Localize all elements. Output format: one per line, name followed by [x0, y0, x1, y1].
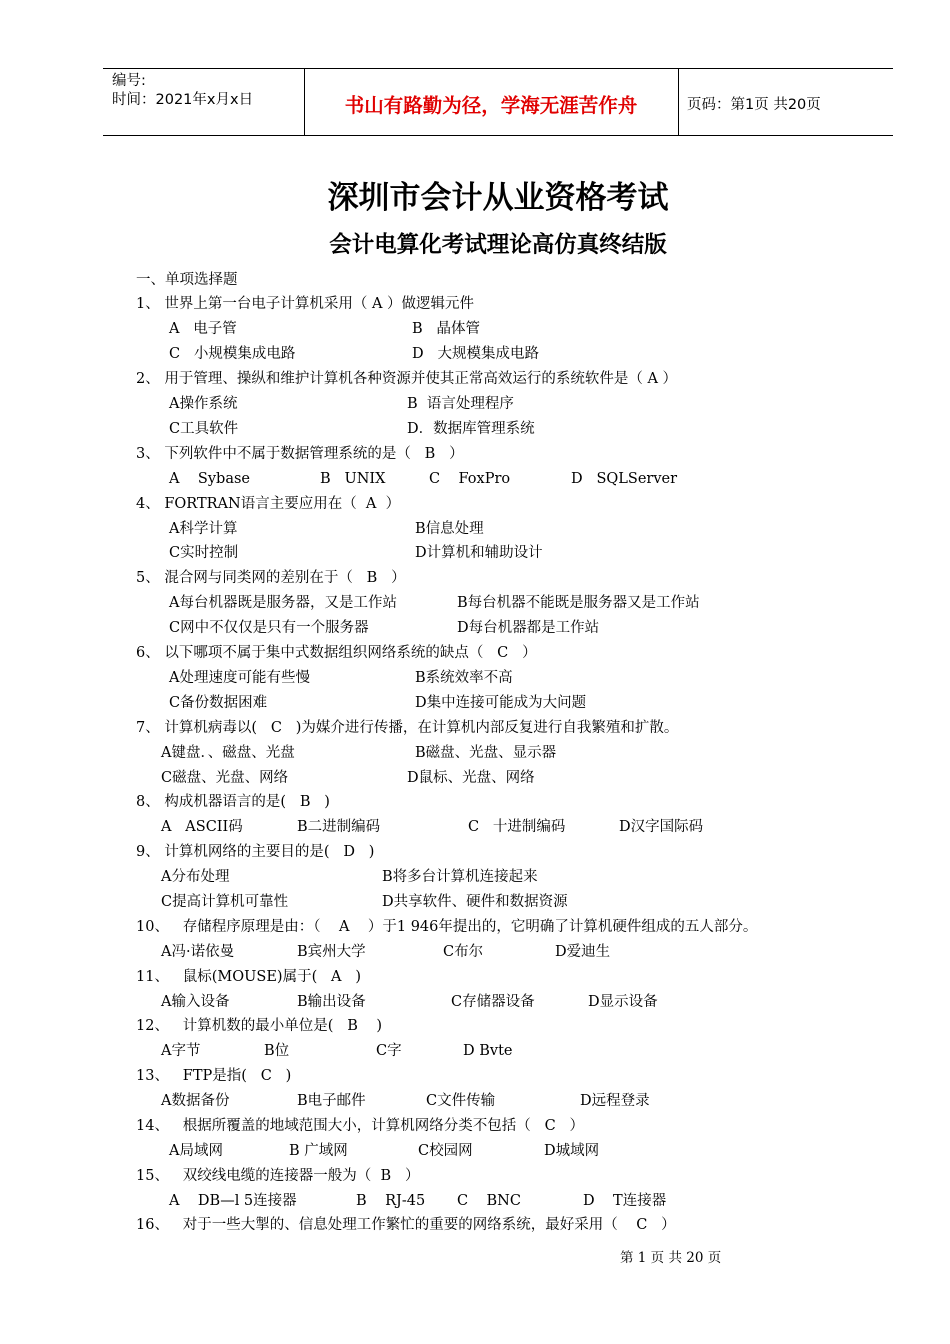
question-text: 10、 存储程序原理是由：（ A ）于1 946年提出的，它明确了计算机硬件组成的五人部分。 — [136, 919, 758, 935]
question-text: 7、 计算机病毒以( C )为媒介进行传播，在计算机内部反复进行自我繁殖和扩散。 — [136, 720, 679, 736]
question-text: 1、 世界上第一台电子计算机采用（ A ）做逻辑元件 — [136, 296, 475, 312]
question-text: 9、 计算机网络的主要目的是( D ) — [136, 844, 375, 860]
question-text: 15、 双绞线电缆的连接器一般为（ B ） — [136, 1168, 420, 1184]
answer-option: C BNC — [457, 1193, 521, 1209]
answer-option: B 语言处理程序 — [407, 396, 514, 412]
answer-option: D城域网 — [544, 1143, 600, 1159]
answer-option: D 大规模集成电路 — [412, 346, 539, 362]
answer-option: D汉字国际码 — [619, 819, 704, 835]
answer-option: A键盘．、磁盘、光盘 — [161, 745, 295, 761]
answer-option: A科学计算 — [169, 521, 238, 537]
question-text: 11、 鼠标(MOUSE)属于( A ) — [136, 969, 362, 985]
answer-option: C布尔 — [443, 944, 484, 960]
answer-option: C 十进制编码 — [468, 819, 566, 835]
answer-option: B系统效率不高 — [415, 670, 513, 686]
answer-option: A输入设备 — [161, 994, 230, 1010]
answer-option: A DB—l 5连接器 — [169, 1193, 297, 1209]
question-text: 14、 根据所覆盖的地域范围大小，计算机网络分类不包括（ C ） — [136, 1118, 585, 1134]
answer-option: D．数据库管理系统 — [407, 421, 535, 437]
question-text: 8、 构成机器语言的是( B ) — [136, 794, 330, 810]
header-bottom-rule — [103, 135, 893, 136]
answer-option: D T连接器 — [583, 1193, 667, 1209]
document-title: 深圳市会计从业资格考试 — [327, 180, 669, 216]
question-text: 16、 对于一些大掣的、信息处理工作繁忙的重要的网络系统，最好采用（ C ） — [136, 1217, 676, 1233]
document-subtitle: 会计电算化考试理论高仿真终结版 — [329, 232, 667, 258]
question-text: 5、 混合网与同类网的差别在于（ B ） — [136, 570, 406, 586]
header-meta — [112, 72, 253, 110]
answer-option: A数据备份 — [161, 1093, 230, 1109]
answer-option: B二进制编码 — [297, 819, 381, 835]
question-text: 12、 计算机数的最小单位是( B ) — [136, 1018, 383, 1034]
answer-option: B信息处理 — [415, 521, 484, 537]
answer-option: A分布处理 — [161, 869, 230, 885]
answer-option: A冯·诺依曼 — [161, 944, 235, 960]
answer-option: B 晶体管 — [412, 321, 480, 337]
answer-option: D共享软件、硬件和数据资源 — [382, 894, 568, 910]
question-text: 4、 FORTRAN语言主要应用在（ A ） — [136, 496, 401, 512]
answer-option: B宾州大学 — [297, 944, 366, 960]
answer-option: A 电子管 — [169, 321, 237, 337]
answer-option: A每台机器既是服务器，又是工作站 — [169, 595, 397, 611]
answer-option: D鼠标、光盘、网络 — [407, 770, 535, 786]
answer-option: C字 — [376, 1043, 402, 1059]
header-top-rule — [103, 68, 893, 69]
answer-option: B每台机器不能既是服务器又是工作站 — [457, 595, 700, 611]
answer-option: B位 — [264, 1043, 290, 1059]
question-text: 3、 下列软件中不属于数据管理系统的是（ B ） — [136, 446, 464, 462]
answer-option: C网中不仅仅是只有一个服务器 — [169, 620, 369, 636]
answer-option: C校园网 — [418, 1143, 473, 1159]
answer-option: D每台机器都是工作站 — [457, 620, 600, 636]
answer-option: B电子邮件 — [297, 1093, 366, 1109]
header-divider — [678, 68, 679, 136]
answer-option: C存储器设备 — [451, 994, 535, 1010]
answer-option: B输出设备 — [297, 994, 366, 1010]
answer-option: C提高计算机可靠性 — [161, 894, 289, 910]
answer-option: B磁盘、光盘、显示器 — [415, 745, 557, 761]
question-text: 2、 用于管理、操纵和维护计算机各种资源并使其正常高效运行的系统软件是（ A ） — [136, 371, 678, 387]
answer-option: A局域网 — [169, 1143, 223, 1159]
page-footer: 第 1 页 共 20 页 — [620, 1250, 722, 1266]
answer-option: B UNIX — [320, 471, 386, 487]
answer-option: B将多台计算机连接起来 — [382, 869, 538, 885]
answer-option: D SQLServer — [571, 471, 678, 487]
answer-option: C FoxPro — [429, 471, 511, 487]
page-header — [103, 68, 893, 136]
answer-option: C磁盘、光盘、网络 — [161, 770, 289, 786]
answer-option: C备份数据困难 — [169, 695, 268, 711]
answer-option: C工具软件 — [169, 421, 239, 437]
answer-option: A字节 — [161, 1043, 201, 1059]
question-text: 6、 以下哪项不属于集中式数据组织网络系统的缺点（ C ） — [136, 645, 537, 661]
answer-option: D显示设备 — [588, 994, 658, 1010]
answer-option: A处理速度可能有些慢 — [169, 670, 310, 686]
header-page-info: 页码：第1页 共20页 — [687, 97, 821, 113]
serial-label: 编号: — [112, 73, 146, 89]
answer-option: A操作系统 — [169, 396, 238, 412]
question-text: 13、 FTP是指( C ) — [136, 1068, 292, 1084]
answer-option: D集中连接可能成为大问题 — [415, 695, 587, 711]
answer-option: B RJ-45 — [356, 1193, 426, 1209]
answer-option: D计算机和辅助设计 — [415, 545, 543, 561]
time-label: 时间：2021年x月x日 — [112, 92, 254, 108]
answer-option: D爱迪生 — [555, 944, 611, 960]
answer-option: A Sybase — [169, 471, 250, 487]
answer-option: D远程登录 — [580, 1093, 650, 1109]
answer-option: D Bvte — [463, 1043, 513, 1059]
answer-option: A ASCII码 — [161, 819, 243, 835]
answer-option: C文件传输 — [426, 1093, 496, 1109]
answer-option: C 小规模集成电路 — [169, 346, 296, 362]
answer-option: C实时控制 — [169, 545, 239, 561]
header-motto: 书山有路勤为径，学海无涯苦作舟 — [344, 94, 638, 117]
answer-option: B 广域网 — [289, 1143, 348, 1159]
section-heading: 一、单项选择题 — [136, 272, 238, 288]
